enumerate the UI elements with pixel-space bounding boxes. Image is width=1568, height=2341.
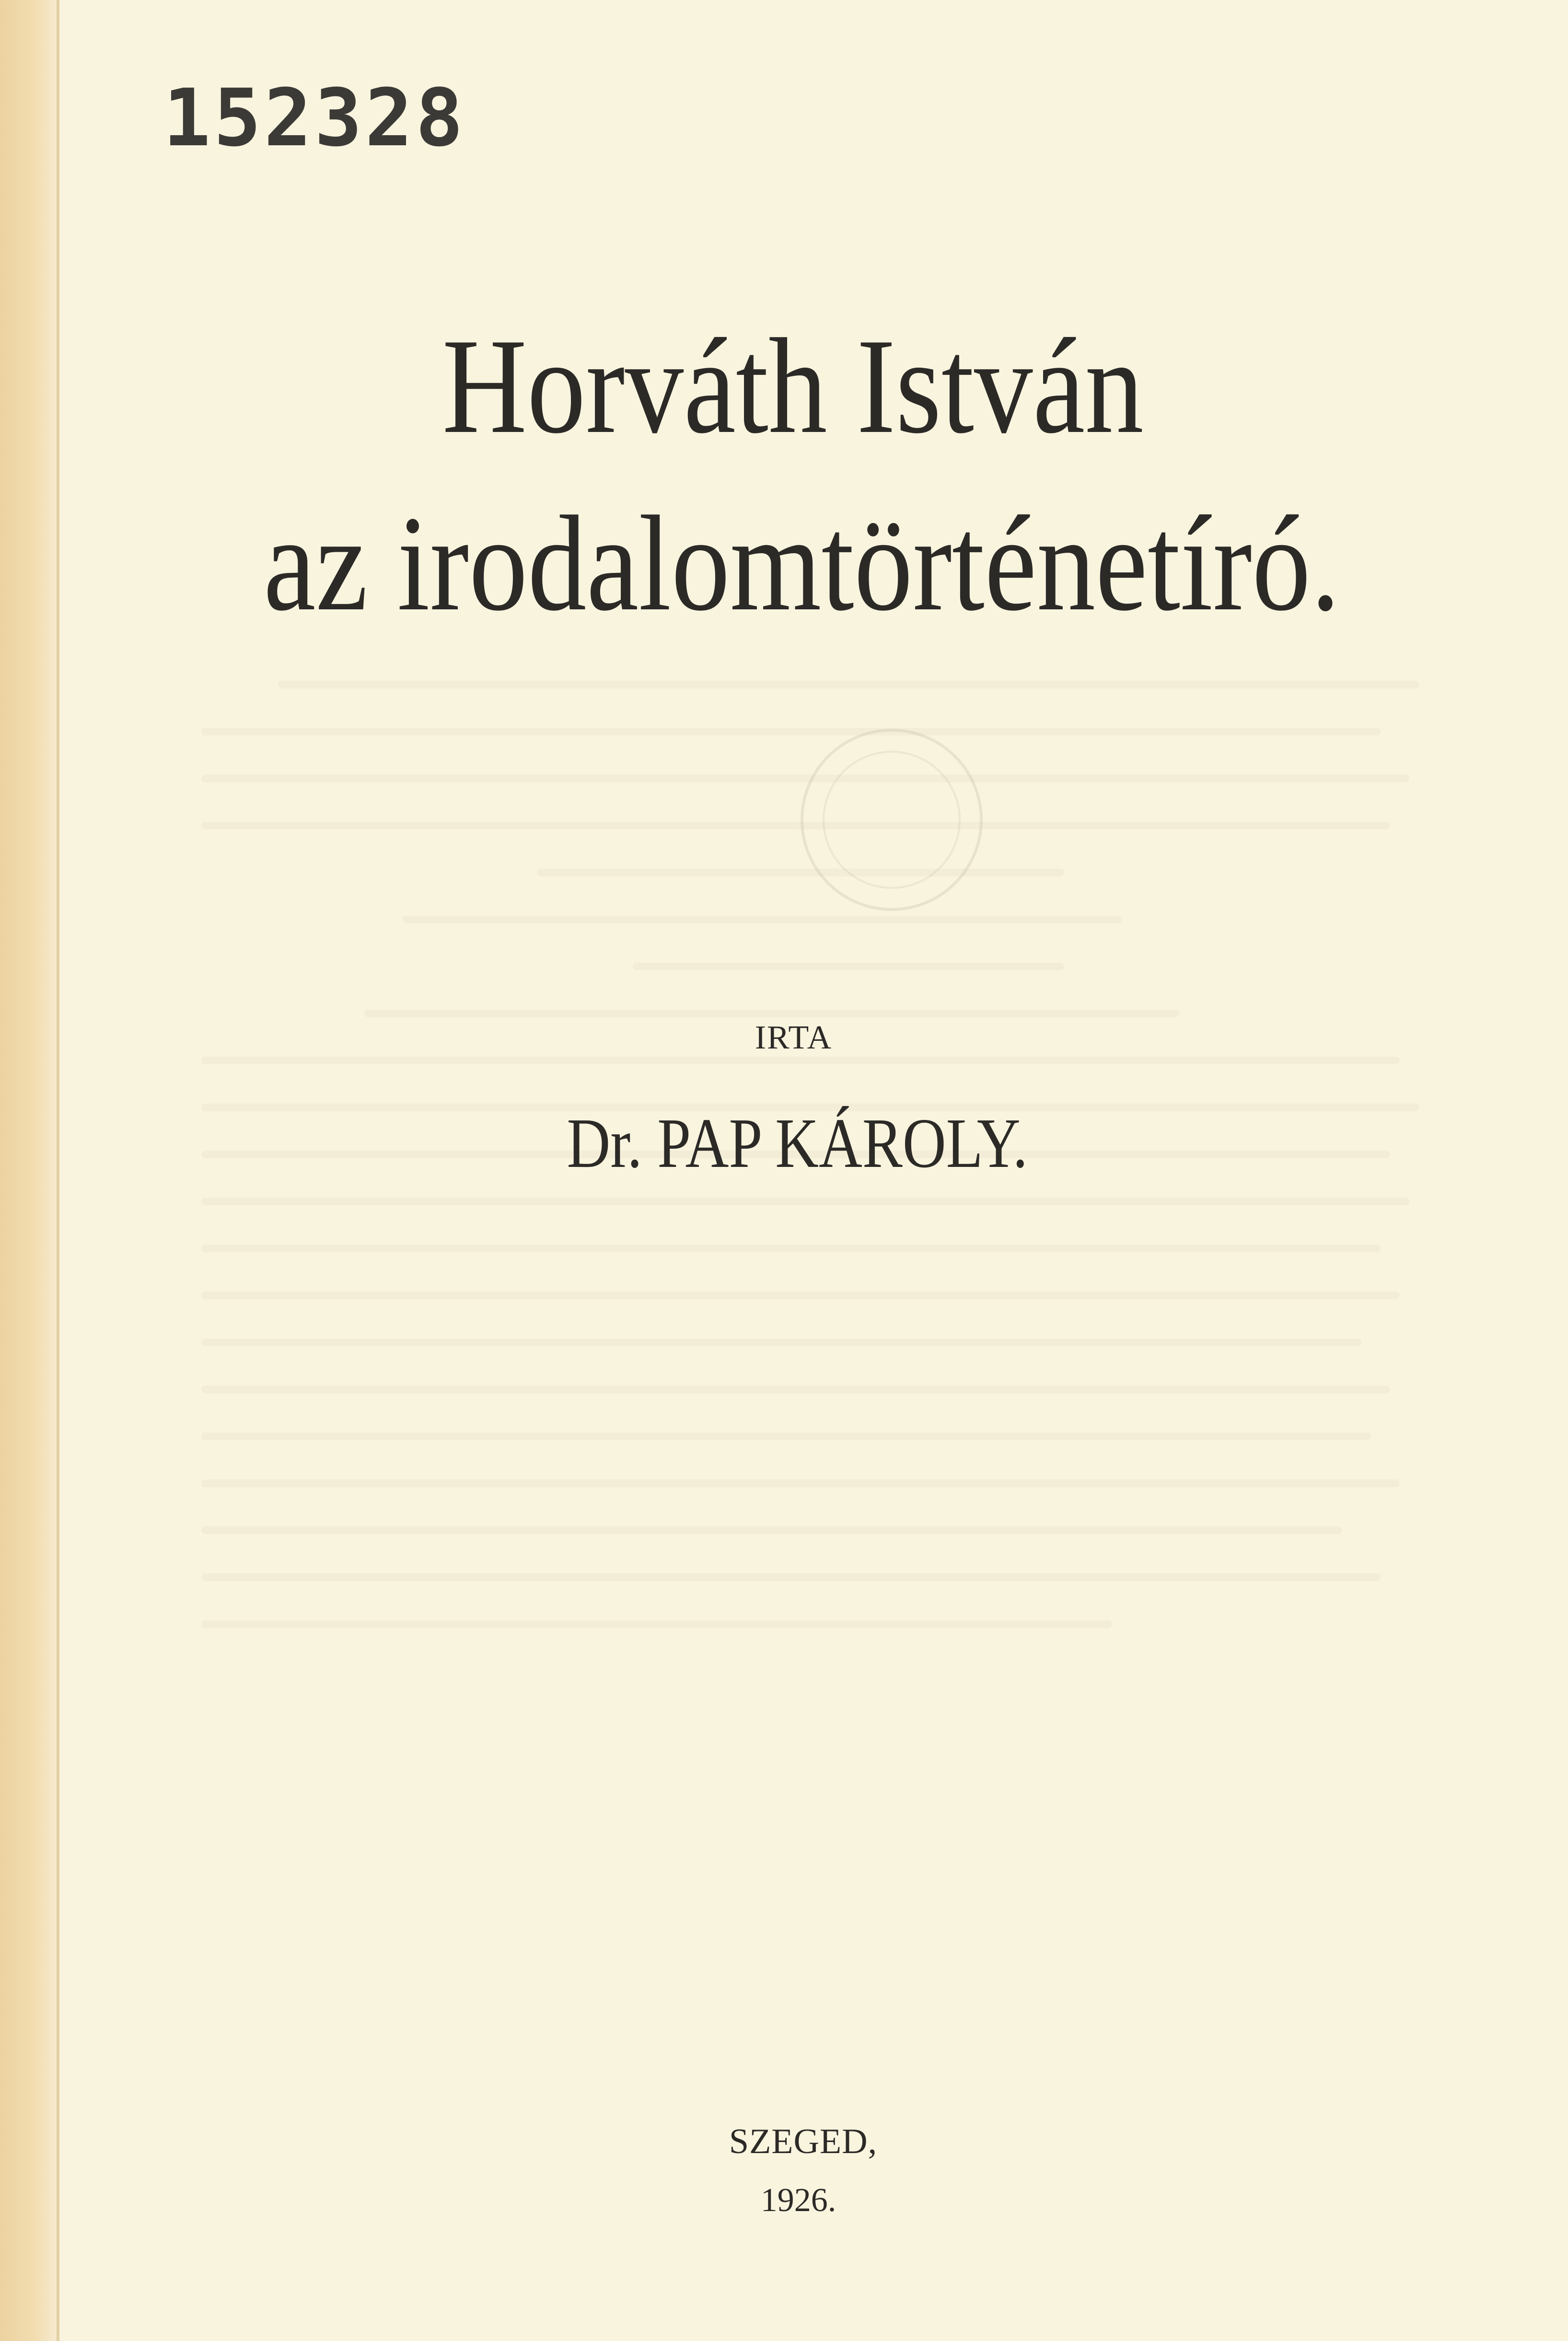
publication-year: 1926. (760, 2182, 836, 2219)
call-number-stamp: 152328 (163, 72, 466, 164)
bleed-through-text (201, 681, 1448, 2167)
title-line-2: az irodalomtörténetíró. (263, 488, 1340, 639)
library-seal-inner-ring (823, 751, 961, 889)
author-name: Dr. PAP KÁROLY. (567, 1104, 1028, 1183)
publication-place: SZEGED, (729, 2122, 878, 2161)
by-label: IRTA (755, 1019, 833, 1056)
page-edge-shadow (0, 0, 58, 2341)
title-line-1: Horváth István (442, 310, 1144, 462)
page-fold-line (57, 0, 59, 2341)
library-seal-stamp (801, 729, 983, 911)
